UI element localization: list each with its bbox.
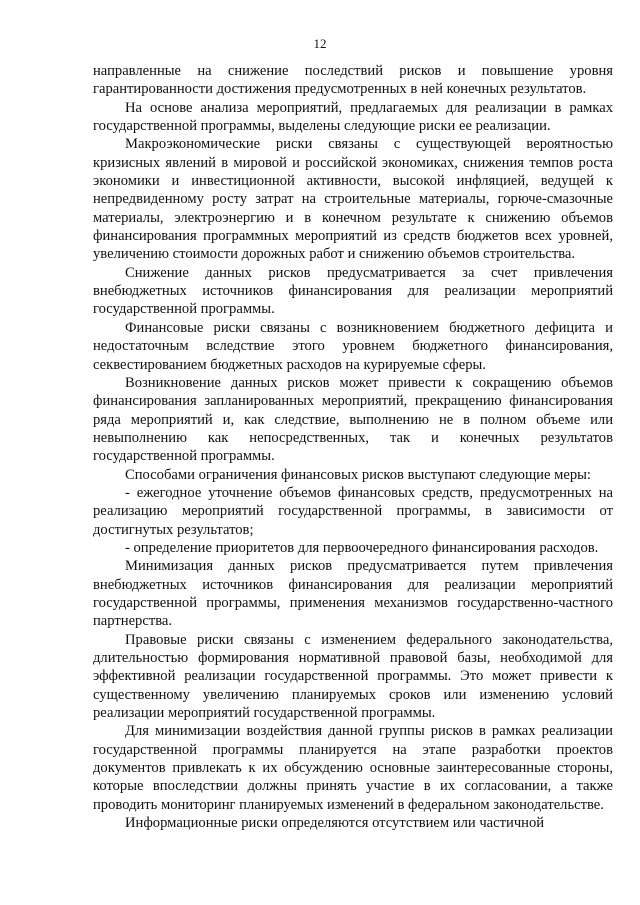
- paragraph: На основе анализа мероприятий, предлагаемых для реализации в рамках государственной программы, выделены следующие риски ее реализации.: [93, 99, 613, 135]
- page-number: 12: [313, 36, 327, 51]
- paragraph: Для минимизации воздействия данной группы рисков в рамках реализации государственной программы планируется на этапе разработки проектов документов привлекать к их обсуждению основные заинтересованные стороны, которые впоследствии должны принять участие в их согласовании, а также проводить мониторинг планируемых изменений в федеральном законодательстве.: [93, 723, 613, 813]
- list-item: - ежегодное уточнение объемов финансовых средств, предусмотренных на реализацию мероприятий государственной программы, в зависимости от достигнутых результатов;: [93, 484, 613, 538]
- paragraph: Возникновение данных рисков может привести к сокращению объемов финансирования запланированных мероприятий, прекращению финансирования ряда мероприятий и, как следствие, выполнению не в полном объеме или невыполнению как непосредственных, так и конечных результатов государственной программы.: [93, 374, 613, 465]
- paragraph: Макроэкономические риски связаны с существующей вероятностью кризисных явлений в мировой и российской экономиках, снижения темпов роста экономики и инвестиционной активности, высокой инфляцией, ведущей к непредвиденному росту затрат на строительные материалы, горюче-смазочные материалы, электроэнергию и в конечном результате к снижению объемов финансирования программных мероприятий из средств бюджетов всех уровней, увеличению стоимости дорожных работ и снижению объемов строительства.: [93, 136, 613, 263]
- paragraph: Минимизация данных рисков предусматривается путем привлечения внебюджетных источников финансирования для реализации мероприятий государственной программы, применения механизмов государственно-частного партнерства.: [93, 558, 613, 630]
- paragraph: Снижение данных рисков предусматривается за счет привлечения внебюджетных источников финансирования для реализации мероприятий государственной программы.: [93, 264, 613, 318]
- paragraph: Правовые риски связаны с изменением федерального законодательства, длительностью формирования нормативной правовой базы, необходимой для эффективной реализации государственной программы. Это может привести к существенному увеличению планируемых сроков или изменению условий реализации мероприятий государственной программы.: [93, 631, 613, 722]
- paragraph: направленные на снижение последствий рисков и повышение уровня гарантированности достижения предусмотренных в ней конечных результатов.: [93, 63, 613, 98]
- paragraph: Способами ограничения финансовых рисков выступают следующие меры:: [125, 466, 591, 483]
- list-item: - определение приоритетов для первоочередного финансирования расходов.: [125, 539, 599, 556]
- paragraph: Информационные риски определяются отсутствием или частичной: [125, 815, 545, 832]
- paragraph: Финансовые риски связаны с возникновением бюджетного дефицита и недостаточным вследствие этого уровнем бюджетного финансирования, секвестированием бюджетных расходов на курируемые сферы.: [93, 319, 613, 373]
- body-text: [93, 62, 613, 832]
